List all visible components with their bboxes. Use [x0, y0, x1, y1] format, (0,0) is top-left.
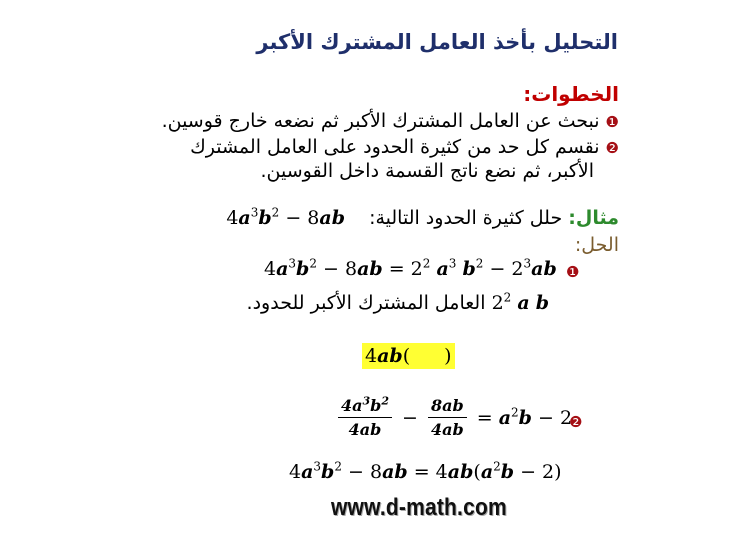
step-1 [162, 110, 619, 132]
footer-url: www.d-math.com [331, 494, 507, 521]
page-title: التحليل بأخذ العامل المشترك الأكبر [256, 30, 618, 54]
fraction-2: $\frac{8ab}{4ab}$ [428, 396, 467, 439]
equation-1-marker: ❶ [566, 263, 580, 281]
gcf-text: العامل المشترك الأكبر للحدود. [246, 292, 486, 314]
steps-heading: الخطوات: [523, 82, 619, 106]
solution-label: الحل: [574, 234, 619, 256]
fraction-1: $\frac{4a^3b^2}{4ab}$ [338, 396, 392, 439]
example-text: حلل كثيرة الحدود التالية: [369, 207, 563, 229]
gcf-value: $2^2$ a b [491, 290, 549, 314]
equation-2: $\frac{4a^3b^2}{4ab}$ − $\frac{8ab}{4ab}$ = $a^2b - 2$ [338, 396, 576, 439]
example-label: مثال: [568, 207, 619, 229]
step-2-marker: ❷ [605, 139, 619, 157]
example-expression: $4a^3b^2 - 8ab$ [226, 205, 346, 229]
step-1-text: نبحث عن العامل المشترك الأكبر ثم نضعه خارج قوسين. [161, 110, 600, 132]
step-2 [190, 136, 619, 158]
equation-2-marker: ❷ [569, 413, 583, 431]
step-2-text-line-2: الأكبر، ثم نضع ناتج القسمة داخل القوسين. [260, 160, 594, 182]
equation-1: $4a^3b^2 - 8ab = 2^2$ $a^3$ $b^2 - 2^3ab$ [264, 256, 557, 280]
step-2-text-line-1: نقسم كل حد من كثيرة الحدود على العامل المشترك [190, 136, 600, 158]
step-1-marker: ❶ [605, 113, 619, 131]
highlighted-factor: 4ab( ) [362, 343, 455, 369]
equation-3: $4a^3b^2 - 8ab = 4ab(a^2b - 2)$ [289, 459, 562, 483]
gcf-line [247, 292, 549, 314]
example [226, 207, 619, 229]
